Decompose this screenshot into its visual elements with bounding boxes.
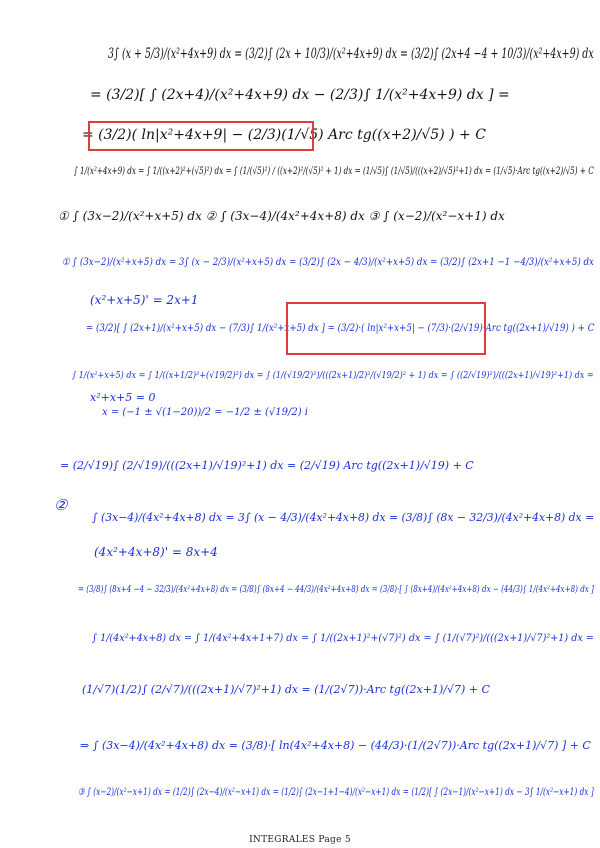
derivative-1: (x²+x+5)' = 2x+1: [90, 293, 199, 307]
exercise-1-aux: ∫ 1/(x²+x+5) dx = ∫ 1/((x+1/2)²+(√19/2)²) dx = ∫ (1/(√19/2)²)/(((2x+1)/2)²/(√19/2)² + 1) dx = ∫ ((2/√19)²)/(((2x+1)/√19)²+1) dx =: [72, 371, 594, 381]
exercise-3-setup: ③ ∫ (x−2)/(x²−x+1) dx = (1/2)∫ (2x−4)/(x²−x+1) dx = (1/2)∫ (2x−1+1−4)/(x²−x+1) dx = (1/2)[ ∫ (2x−1)/(x²−x+1) dx − 3∫ 1/(x²−x+1) dx ]: [78, 787, 594, 798]
page-footer: INTEGRALES Page 5: [249, 835, 351, 845]
exercise-2-aux-result: (1/√7)(1/2)∫ (2/√7)/(((2x+1)/√7)²+1) dx = (1/(2√7))·Arc tg((2x+1)/√7) + C: [82, 683, 490, 696]
exercise-list: ① ∫ (3x−2)/(x²+x+5) dx ② ∫ (3x−4)/(4x²+4x+8) dx ③ ∫ (x−2)/(x²−x+1) dx: [58, 209, 505, 223]
line-3: = (3/2)( ln|x²+4x+9| − (2/3)(1/√5) Arc tg((x+2)/√5) ) + C: [82, 127, 486, 143]
derivative-2: (4x²+4x+8)' = 8x+4: [94, 545, 218, 559]
roots-formula: x = (−1 ± √(1−20))/2 = −1/2 ± (√19/2) i: [102, 407, 308, 418]
highlight-box-black: [88, 121, 314, 151]
line-1: 3∫ (x + 5/3)/(x²+4x+9) dx = (3/2)∫ (2x + 10/3)/(x²+4x+9) dx = (3/2)∫ (2x+4 −4 + 10/3)/(x²+4x+9) dx: [108, 46, 594, 62]
line-2: = (3/2)[ ∫ (2x+4)/(x²+4x+9) dx − (2/3)∫ 1/(x²+4x+9) dx ] =: [90, 87, 510, 103]
exercise-2-split: = (3/8)∫ (8x+4 −4 − 32/3)/(4x²+4x+8) dx = (3/8)∫ (8x+4 − 44/3)/(4x²+4x+8) dx = (3/8)·[ ∫ (8x+4)/(4x²+4x+8) dx − (44/3)∫ 1/(4x²+4x+8) dx ]: [78, 585, 594, 595]
highlight-box-blue: [286, 302, 486, 355]
exercise-2-result: ⇒ ∫ (3x−4)/(4x²+4x+8) dx = (3/8)·[ ln(4x²+4x+8) − (44/3)·(1/(2√7))·Arc tg((2x+1)/√7) ] + C: [80, 739, 591, 752]
exercise-1-setup: ① ∫ (3x−2)/(x²+x+5) dx = 3∫ (x − 2/3)/(x²+x+5) dx = (3/2)∫ (2x − 4/3)/(x²+x+5) dx = (3/2)∫ (2x+1 −1 −4/3)/(x²+x+5) dx: [62, 257, 594, 268]
exercise-1-split: = (3/2)[ ∫ (2x+1)/(x²+x+5) dx − (7/3)∫ 1/(x²+x+5) dx ] = (3/2)·( ln|x²+x+5| − (7/3)·(2/√19)·Arc tg((2x+1)/√19) ) + C: [86, 323, 595, 334]
roots-equation: x²+x+5 = 0: [90, 391, 156, 404]
line-4: ∫ 1/(x²+4x+9) dx = ∫ 1/((x+2)²+(√5)²) dx = ∫ (1/(√5)²) / ((x+2)²/(√5)² + 1) dx = (1/√5)∫ (1/√5)/(((x+2)/√5)²+1) dx = (1/√5)·Arc tg((x+2)/√5) + C: [74, 166, 594, 177]
exercise-2-marker: ②: [54, 496, 68, 514]
exercise-1-result: = (2/√19)∫ (2/√19)/(((2x+1)/√19)²+1) dx = (2/√19) Arc tg((2x+1)/√19) + C: [60, 459, 474, 472]
exercise-2-aux: ∫ 1/(4x²+4x+8) dx = ∫ 1/(4x²+4x+1+7) dx = ∫ 1/((2x+1)²+(√7)²) dx = ∫ (1/(√7)²)/(((2x+1)/√7)²+1) dx =: [92, 633, 594, 644]
exercise-2-setup: ∫ (3x−4)/(4x²+4x+8) dx = 3∫ (x − 4/3)/(4x²+4x+8) dx = (3/8)∫ (8x − 32/3)/(4x²+4x+8) dx =: [92, 511, 595, 524]
